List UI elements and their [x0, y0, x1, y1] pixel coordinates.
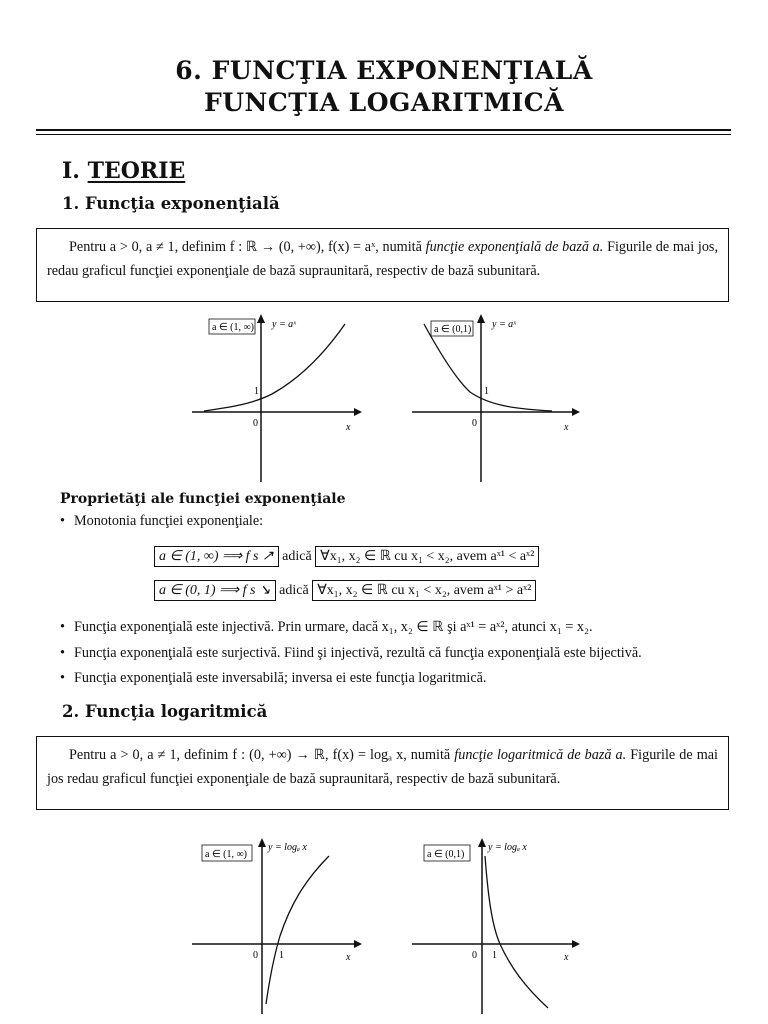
graph-tag: a ∈ (1, ∞) — [212, 322, 254, 333]
tick-one: 1 — [492, 950, 497, 961]
exp-definition-box — [36, 228, 729, 302]
curve-label: y = aˣ — [272, 319, 297, 330]
tick-one: 1 — [279, 950, 284, 961]
monotonia-decreasing-explanation: ∀x₁, x₂ ∈ ℝ cu x₁ < x₂, avem aˣ¹ > aˣ² — [312, 580, 536, 601]
bullet-text: Funcţia exponenţială este inversabilă; inversa ei este funcţia logaritmică. — [74, 670, 487, 686]
section-number: I. — [62, 158, 80, 184]
log-graph-increasing — [192, 836, 362, 1016]
x-axis-arrow-icon — [354, 940, 362, 948]
origin-label: 0 — [472, 950, 477, 961]
curve-label: y = logₐ x — [268, 842, 307, 853]
page-title-line1: 6. FUNCŢIA EXPONENŢIALĂ — [175, 56, 593, 85]
curve-label: y = aˣ — [492, 319, 517, 330]
monotonia-increasing-condition: a ∈ (1, ∞) ⟹ f s ↗ — [154, 546, 279, 567]
monotonia-link: adică — [282, 549, 312, 564]
bullet-text: Funcţia exponenţială este surjectivă. Fiind şi injectivă, rezultă că funcţia exponenţială este bijectivă. — [74, 645, 642, 661]
graph-tag: a ∈ (0,1) — [427, 849, 465, 860]
monotonia-decreasing-condition: a ∈ (0, 1) ⟹ f s ↘ — [154, 580, 276, 601]
monotonia-increasing-row — [154, 546, 539, 567]
log-graph-decreasing — [412, 836, 582, 1016]
log-definition-prefix: Pentru a > 0, a ≠ 1, definim f : (0, +∞) → ℝ, f(x) = logₐ x, numită — [69, 747, 455, 763]
bullet-dot: • — [60, 513, 65, 529]
x-axis-label: x — [346, 952, 351, 963]
exp-curve-increasing — [204, 324, 345, 411]
exp-graph-increasing — [192, 312, 362, 484]
origin-label: 0 — [253, 418, 258, 429]
log-heading: 2. Funcţia logaritmică — [62, 702, 268, 721]
y-axis-arrow-icon — [258, 838, 266, 847]
bullet-text: Monotonia funcţiei exponenţiale: — [74, 513, 264, 529]
title-rule-thin — [36, 134, 731, 135]
origin-label: 0 — [253, 950, 258, 961]
log-curve-decreasing — [485, 856, 548, 1008]
x-axis-arrow-icon — [572, 408, 580, 416]
log-curve-increasing — [266, 856, 329, 1004]
x-axis-label: x — [346, 422, 351, 433]
y-axis-arrow-icon — [257, 314, 265, 323]
x-axis-label: x — [564, 422, 569, 433]
exp-definition-prefix: Pentru a > 0, a ≠ 1, definim f : ℝ → (0, +∞), f(x) = aˣ, numită — [69, 239, 426, 255]
bullet-dot: • — [60, 619, 65, 635]
x-axis-label: x — [564, 952, 569, 963]
exp-curve-decreasing — [424, 324, 552, 411]
monotonia-increasing-explanation: ∀x₁, x₂ ∈ ℝ cu x₁ < x₂, avem aˣ¹ < aˣ² — [315, 546, 539, 567]
bullet-monotonia — [60, 513, 263, 530]
graph-tag: a ∈ (1, ∞) — [205, 849, 247, 860]
bullet-injectiva — [60, 619, 593, 636]
exp-graph-decreasing — [412, 312, 582, 484]
exp-definition-suffix: Figurile de mai jos, redau graficul funcţiei exponenţiale de bază supraunitară, respectiv de bază subunitară. — [47, 239, 718, 279]
bullet-dot: • — [60, 645, 65, 661]
bullet-dot: • — [60, 670, 65, 686]
curve-label: y = logₐ x — [488, 842, 527, 853]
log-definition-term: funcţie logaritmică de bază a. — [454, 747, 627, 763]
bullet-text: Funcţia exponenţială este injectivă. Prin urmare, dacă x₁, x₂ ∈ ℝ şi aˣ¹ = aˣ², atunci x₁ = x₂. — [74, 619, 593, 635]
x-axis-arrow-icon — [572, 940, 580, 948]
origin-label: 0 — [472, 418, 477, 429]
exp-heading: 1. Funcţia exponenţială — [62, 194, 280, 213]
x-axis-arrow-icon — [354, 408, 362, 416]
section-heading — [62, 158, 185, 184]
page-title-line2: FUNCŢIA LOGARITMICĂ — [203, 88, 565, 117]
exp-properties-title: Proprietăţi ale funcţiei exponenţiale — [60, 491, 346, 507]
tick-one: 1 — [484, 386, 489, 397]
tick-one: 1 — [254, 386, 259, 397]
y-axis-arrow-icon — [478, 838, 486, 847]
log-definition-suffix: Figurile de mai jos redau graficul funcţiei exponenţiale de bază supraunitară, respectiv de bază subunitară. — [47, 747, 718, 787]
title-rule-thick — [36, 129, 731, 131]
section-name: TEORIE — [87, 158, 186, 184]
bullet-surjectiva — [60, 645, 642, 662]
bullet-inversabila — [60, 670, 486, 687]
log-definition-box — [36, 736, 729, 810]
monotonia-decreasing-row — [154, 580, 536, 601]
y-axis-arrow-icon — [477, 314, 485, 323]
exp-definition-term: funcţie exponenţială de bază a. — [425, 239, 604, 255]
monotonia-link: adică — [279, 583, 309, 598]
graph-tag: a ∈ (0,1) — [434, 324, 472, 335]
